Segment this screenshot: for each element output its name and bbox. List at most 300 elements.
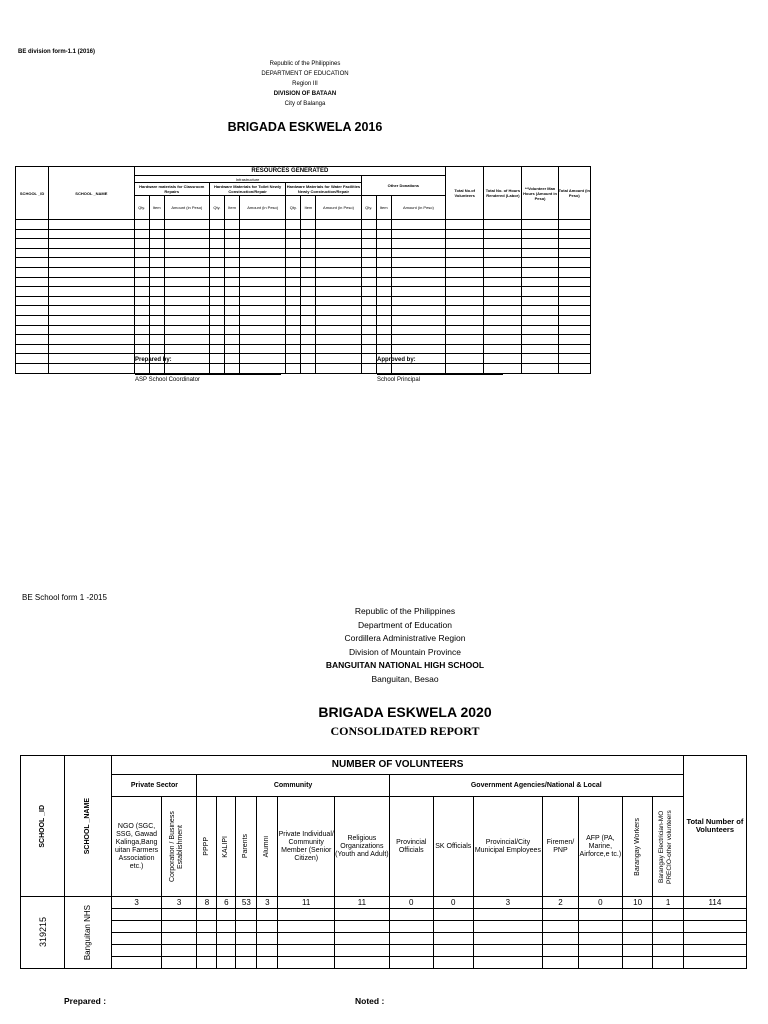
f1-sub-qty: Qty. — [361, 196, 376, 220]
form1-city: City of Balanga — [284, 101, 326, 107]
table-cell — [224, 239, 239, 249]
table-cell — [164, 344, 209, 354]
table-cell — [164, 325, 209, 335]
volunteer-count-cell — [433, 921, 473, 933]
table-cell — [522, 335, 558, 345]
table-row — [21, 909, 747, 921]
table-cell — [240, 344, 286, 354]
table-cell — [134, 306, 149, 316]
volunteer-count-cell — [622, 921, 652, 933]
table-cell — [446, 229, 484, 239]
volunteer-count-cell — [161, 933, 197, 945]
volunteer-count-cell — [433, 957, 473, 969]
table-cell — [164, 220, 209, 230]
table-cell — [49, 306, 134, 316]
volunteer-count-cell — [543, 921, 579, 933]
table-cell — [316, 296, 361, 306]
f1-group-other: Other Donations — [361, 176, 445, 196]
table-cell — [16, 287, 49, 297]
table-cell — [49, 287, 134, 297]
table-cell — [240, 335, 286, 345]
volunteer-count-cell — [683, 921, 746, 933]
table-cell — [286, 248, 301, 258]
table-cell — [361, 267, 376, 277]
table-cell — [209, 344, 224, 354]
table-cell — [558, 325, 590, 335]
f1-sub-qty: Qty. — [286, 196, 301, 220]
table-cell — [301, 363, 316, 373]
table-cell — [134, 363, 149, 373]
table-cell — [522, 354, 558, 364]
volunteer-count-cell — [236, 921, 257, 933]
f1-approved-by-role: School Principal — [377, 377, 421, 383]
f1-sub-item: Item — [149, 196, 164, 220]
f2-col-firemen-pnp: Firemen/ PNP — [543, 797, 579, 897]
form1-title: BRIGADA ESKWELA 2016 — [227, 120, 383, 134]
table-cell — [376, 267, 391, 277]
table-cell — [149, 258, 164, 268]
table-cell — [446, 287, 484, 297]
table-cell — [224, 363, 239, 373]
table-cell — [391, 363, 445, 373]
table-cell — [16, 344, 49, 354]
volunteer-count-cell — [683, 957, 746, 969]
table-row — [16, 248, 591, 258]
volunteer-count-cell — [278, 945, 335, 957]
volunteer-count-cell — [653, 909, 683, 921]
f2-col-ngo: NGO (SGC, SSG, Gawad Kalinga,Bang uitan Farmers Association etc.) — [112, 797, 161, 897]
volunteer-count-cell — [473, 945, 542, 957]
f1-sub-amount: Amount (in Peso) — [164, 196, 209, 220]
table-cell — [376, 315, 391, 325]
table-cell — [224, 344, 239, 354]
table-cell — [484, 344, 522, 354]
table-cell — [209, 267, 224, 277]
table-cell — [224, 248, 239, 258]
volunteer-count-cell — [161, 909, 197, 921]
volunteer-count-cell — [543, 957, 579, 969]
table-cell — [240, 287, 286, 297]
volunteer-count-cell — [543, 933, 579, 945]
table-cell — [149, 363, 164, 373]
f2-prepared-label: Prepared : — [64, 996, 107, 1006]
table-cell — [484, 354, 522, 364]
table-cell — [224, 267, 239, 277]
f1-col-volunteers: Total No.of Volunteers — [446, 167, 484, 220]
table-row — [16, 363, 591, 373]
table-cell — [376, 306, 391, 316]
volunteer-count-cell: 6 — [217, 897, 236, 909]
volunteer-count-cell — [433, 945, 473, 957]
volunteer-count-cell — [335, 957, 390, 969]
f1-prepared-by-role: ASP School Coordinator — [135, 377, 200, 383]
table-cell — [558, 239, 590, 249]
table-cell — [376, 287, 391, 297]
table-cell — [376, 296, 391, 306]
form1-header — [200, 59, 410, 109]
f1-sub-amount: Amount (in Peso) — [316, 196, 361, 220]
table-cell — [316, 363, 361, 373]
table-cell — [446, 220, 484, 230]
table-cell — [301, 287, 316, 297]
f1-resources-generated: RESOURCES GENERATED — [134, 167, 446, 176]
school-id-cell — [21, 897, 65, 969]
table-cell — [49, 248, 134, 258]
table-cell — [286, 344, 301, 354]
volunteer-count-cell — [278, 921, 335, 933]
table-cell — [149, 267, 164, 277]
table-cell — [134, 335, 149, 345]
table-cell — [164, 296, 209, 306]
f1-approved-by-label: Approved by: — [377, 357, 416, 363]
table-cell — [286, 296, 301, 306]
table-cell — [209, 229, 224, 239]
table-cell — [164, 306, 209, 316]
volunteer-count-cell — [217, 921, 236, 933]
table-cell — [134, 229, 149, 239]
table-cell — [301, 267, 316, 277]
table-cell — [391, 248, 445, 258]
school-name-value: Banguitan NHS — [83, 904, 93, 961]
volunteer-count-cell — [112, 909, 161, 921]
table-cell — [49, 363, 134, 373]
table-row — [16, 277, 591, 287]
table-cell — [446, 344, 484, 354]
table-row — [16, 220, 591, 230]
table-cell — [361, 335, 376, 345]
volunteer-count-cell — [683, 933, 746, 945]
form2-table-body — [21, 897, 747, 969]
table-cell — [316, 248, 361, 258]
table-row — [16, 306, 591, 316]
table-cell — [164, 248, 209, 258]
table-cell — [49, 220, 134, 230]
table-cell — [522, 306, 558, 316]
table-cell — [49, 354, 134, 364]
table-row — [21, 921, 747, 933]
volunteer-count-cell — [112, 933, 161, 945]
volunteer-count-cell — [433, 933, 473, 945]
table-cell — [164, 335, 209, 345]
table-cell — [301, 335, 316, 345]
f2-col-kalipi: KALIPI — [222, 835, 230, 858]
table-cell — [391, 296, 445, 306]
f1-group-water: Hardware Materials for Water Facilities Newly Construction/Repair — [286, 184, 361, 194]
volunteer-count-cell — [653, 921, 683, 933]
table-cell — [391, 239, 445, 249]
table-cell — [240, 239, 286, 249]
table-cell — [164, 315, 209, 325]
table-cell — [484, 325, 522, 335]
table-cell — [16, 248, 49, 258]
table-cell — [391, 325, 445, 335]
volunteer-count-cell — [389, 957, 433, 969]
table-cell — [49, 325, 134, 335]
volunteer-count-cell — [257, 945, 278, 957]
table-cell — [301, 315, 316, 325]
table-cell — [446, 354, 484, 364]
table-cell — [286, 315, 301, 325]
f2-noted-label: Noted : — [355, 996, 385, 1006]
table-cell — [286, 239, 301, 249]
table-cell — [301, 306, 316, 316]
volunteer-count-cell — [112, 945, 161, 957]
table-cell — [361, 344, 376, 354]
table-cell — [446, 277, 484, 287]
table-cell — [134, 344, 149, 354]
table-cell — [224, 315, 239, 325]
volunteer-count-cell — [389, 921, 433, 933]
table-row — [16, 325, 591, 335]
table-cell — [224, 335, 239, 345]
table-cell — [361, 296, 376, 306]
volunteer-count-cell: 11 — [335, 897, 390, 909]
f2-col-employees: Provincial/City Municipal Employees — [473, 797, 542, 897]
table-row — [16, 335, 591, 345]
table-cell — [286, 287, 301, 297]
table-cell — [209, 277, 224, 287]
table-row — [21, 897, 747, 909]
table-cell — [16, 325, 49, 335]
table-cell — [316, 315, 361, 325]
table-cell — [209, 220, 224, 230]
table-cell — [134, 239, 149, 249]
form2-header-line: Division of Mountain Province — [349, 646, 461, 657]
f1-infrastructure: Infrastructure — [134, 176, 361, 183]
table-cell — [209, 335, 224, 345]
table-cell — [376, 363, 391, 373]
table-cell — [558, 363, 590, 373]
table-cell — [149, 277, 164, 287]
volunteer-count-cell — [217, 909, 236, 921]
table-row — [16, 315, 591, 325]
form2-subtitle: CONSOLIDATED REPORT — [330, 724, 480, 738]
volunteer-count-cell — [197, 957, 217, 969]
f1-col-hours: Total No. of Hours Rendered (Labor) — [484, 167, 522, 220]
table-cell — [240, 277, 286, 287]
table-cell — [558, 315, 590, 325]
table-cell — [224, 220, 239, 230]
f1-col-school-name: SCHOOL _NAME — [49, 167, 134, 220]
table-cell — [240, 220, 286, 230]
table-cell — [149, 344, 164, 354]
volunteer-count-cell — [335, 909, 390, 921]
table-cell — [134, 296, 149, 306]
table-cell — [301, 277, 316, 287]
form2-header-line: Cordillera Administrative Region — [344, 633, 466, 644]
table-cell — [361, 354, 376, 364]
table-cell — [224, 287, 239, 297]
volunteer-count-cell — [473, 909, 542, 921]
f2-col-school-name-cell — [65, 756, 112, 897]
table-cell — [522, 229, 558, 239]
volunteer-count-cell: 1 — [653, 897, 683, 909]
table-cell — [316, 258, 361, 268]
f2-col-sk-officials: SK Officials — [433, 797, 473, 897]
volunteer-count-cell: 10 — [622, 897, 652, 909]
table-cell — [446, 315, 484, 325]
table-cell — [446, 363, 484, 373]
table-cell — [301, 239, 316, 249]
volunteer-count-cell: 8 — [197, 897, 217, 909]
f2-col-kalipi-cell — [217, 797, 236, 897]
form1-table-body — [16, 220, 591, 374]
volunteer-count-cell — [161, 957, 197, 969]
volunteer-count-cell — [622, 957, 652, 969]
table-row — [16, 287, 591, 297]
table-cell — [484, 258, 522, 268]
table-cell — [209, 258, 224, 268]
form2-header-line: Republic of the Philippines — [354, 606, 456, 616]
f1-col-school-id: SCHOOL _ID — [16, 167, 49, 220]
table-cell — [446, 258, 484, 268]
table-cell — [209, 306, 224, 316]
table-cell — [391, 220, 445, 230]
table-cell — [16, 315, 49, 325]
f2-private-sector: Private Sector — [112, 775, 197, 797]
volunteer-count-cell — [543, 945, 579, 957]
table-cell — [558, 267, 590, 277]
table-cell — [391, 267, 445, 277]
table-cell — [376, 344, 391, 354]
table-cell — [316, 229, 361, 239]
volunteer-count-cell — [257, 909, 278, 921]
table-cell — [209, 315, 224, 325]
volunteer-count-cell — [335, 933, 390, 945]
table-cell — [49, 277, 134, 287]
f2-number-of-volunteers: NUMBER OF VOLUNTEERS — [112, 756, 683, 775]
volunteer-count-cell — [112, 921, 161, 933]
table-cell — [316, 239, 361, 249]
table-cell — [376, 277, 391, 287]
table-cell — [209, 296, 224, 306]
form2-code: BE School form 1 -2015 — [22, 593, 107, 602]
table-cell — [522, 277, 558, 287]
table-row — [21, 957, 747, 969]
table-cell — [49, 296, 134, 306]
table-row — [21, 933, 747, 945]
table-cell — [446, 267, 484, 277]
table-cell — [316, 335, 361, 345]
table-cell — [286, 229, 301, 239]
table-cell — [558, 277, 590, 287]
table-cell — [134, 248, 149, 258]
table-cell — [149, 239, 164, 249]
volunteer-count-cell — [622, 945, 652, 957]
f1-group-classroom: Hardware materials for Classroom Repairs — [134, 183, 209, 196]
f1-group-toilet: Hardware Materials for Toilet Newly Construction/Repair — [209, 183, 285, 196]
table-cell — [240, 306, 286, 316]
table-cell — [361, 258, 376, 268]
table-cell — [240, 315, 286, 325]
table-cell — [484, 296, 522, 306]
f2-col-religious: Religious Organizations (Youth and Adult) — [335, 797, 390, 897]
table-cell — [558, 354, 590, 364]
table-cell — [240, 363, 286, 373]
volunteer-count-cell: 11 — [278, 897, 335, 909]
table-cell — [484, 306, 522, 316]
table-cell — [391, 229, 445, 239]
volunteer-count-cell: 3 — [112, 897, 161, 909]
table-cell — [209, 287, 224, 297]
table-cell — [484, 248, 522, 258]
volunteer-count-cell — [161, 945, 197, 957]
f1-sub-item: Item — [376, 196, 391, 220]
table-cell — [484, 363, 522, 373]
table-cell — [240, 267, 286, 277]
volunteer-count-cell — [473, 921, 542, 933]
table-cell — [224, 296, 239, 306]
table-cell — [522, 267, 558, 277]
volunteer-count-cell — [217, 957, 236, 969]
table-cell — [149, 315, 164, 325]
table-cell — [240, 229, 286, 239]
table-cell — [316, 277, 361, 287]
table-cell — [446, 325, 484, 335]
table-cell — [316, 325, 361, 335]
table-cell — [286, 220, 301, 230]
table-cell — [164, 267, 209, 277]
table-cell — [558, 258, 590, 268]
form1-header-line: DEPARTMENT OF EDUCATION — [261, 71, 349, 77]
volunteer-count-cell: 0 — [389, 897, 433, 909]
table-row — [16, 344, 591, 354]
volunteer-count-cell: 0 — [433, 897, 473, 909]
table-cell — [316, 306, 361, 316]
volunteer-count-cell — [578, 909, 622, 921]
volunteer-count-cell — [578, 957, 622, 969]
f1-prepared-signature-line — [135, 374, 281, 375]
table-cell — [558, 229, 590, 239]
volunteer-count-cell — [683, 909, 746, 921]
table-cell — [391, 277, 445, 287]
table-cell — [134, 258, 149, 268]
table-cell — [224, 354, 239, 364]
f2-col-private-individual: Private Individual/ Community Member (Senior Citizen) — [278, 797, 335, 897]
form1-table — [15, 166, 591, 374]
form2-header — [260, 605, 550, 687]
table-cell — [16, 277, 49, 287]
table-cell — [522, 248, 558, 258]
table-cell — [240, 296, 286, 306]
table-cell — [361, 306, 376, 316]
table-cell — [484, 277, 522, 287]
table-cell — [301, 229, 316, 239]
f1-col-total-amount: Total Amount (in Peso) — [558, 167, 590, 220]
f2-col-pppp: PPPP — [202, 837, 210, 856]
volunteer-count-cell — [197, 945, 217, 957]
table-cell — [149, 287, 164, 297]
f2-col-barangay-workers: Barangay Workers — [633, 817, 641, 876]
table-cell — [209, 325, 224, 335]
volunteer-count-cell — [236, 957, 257, 969]
form2-address: Banguitan, Besao — [371, 673, 439, 684]
table-cell — [522, 296, 558, 306]
table-cell — [16, 296, 49, 306]
table-cell — [446, 248, 484, 258]
table-cell — [376, 248, 391, 258]
table-cell — [16, 354, 49, 364]
table-cell — [164, 239, 209, 249]
form1-header-line: Republic of the Philippines — [269, 61, 341, 67]
table-cell — [301, 258, 316, 268]
volunteer-count-cell — [622, 909, 652, 921]
volunteer-count-cell: 53 — [236, 897, 257, 909]
table-cell — [240, 258, 286, 268]
volunteer-count-cell — [257, 933, 278, 945]
table-cell — [361, 363, 376, 373]
table-cell — [134, 220, 149, 230]
